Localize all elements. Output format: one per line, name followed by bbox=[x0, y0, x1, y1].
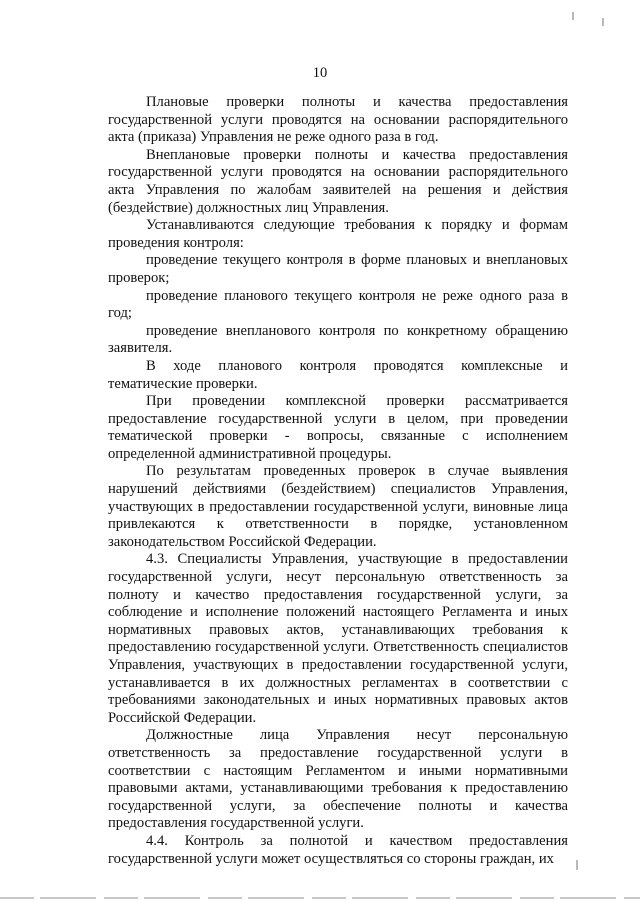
paragraph-violations: По результатам проведенных проверок в случае выявления нарушений действиями (бездействием) специалистов Управления, участвующих в предоставлении государственной услуги, виновные лица привлекаются к ответственности в порядке, установленном законодательством Российской Федерации. bbox=[108, 463, 568, 550]
bottom-scan-rule bbox=[0, 897, 640, 899]
paragraph-control-requirements: Устанавливаются следующие требования к порядку и формам проведения контроля: bbox=[108, 217, 568, 251]
paragraph-section-4-3: 4.3. Специалисты Управления, участвующие в предоставлении государственной услуги, несут персональную ответственность за полноту и качество предоставления государственной услуги, за соблюдение и исполнение положений настоящего Регламента и иных нормативных правовых актов, устанавливающих требования к предоставлению государственной услуги. Ответственность специалистов Управления, участвующих в предоставлении государственной услуги, устанавливается в их должностных регламентах в соответствии с требованиями законодательных и иных нормативных правовых актов Российской Федерации. bbox=[108, 551, 568, 726]
paragraph-unscheduled-control: проведение внепланового контроля по конкретному обращению заявителя. bbox=[108, 322, 568, 357]
paragraph-planned-frequency: проведение планового текущего контроля не реже одного раза в год; bbox=[108, 287, 568, 322]
paragraph-complex-thematic: В ходе планового контроля проводятся комплексные и тематические проверки. bbox=[108, 357, 568, 392]
page-number: 10 bbox=[312, 65, 328, 81]
paragraph-officials-responsibility: Должностные лица Управления несут персональную ответственность за предоставление государственной услуги в соответствии с настоящим Регламентом и иными нормативными правовыми актами, устанавливающими требования к предоставлению государственной услуги, за обеспечение полноты и качества предоставления государственной услуги. bbox=[108, 727, 568, 832]
paragraph-current-control: проведение текущего контроля в форме плановых и внеплановых проверок; bbox=[108, 252, 568, 286]
paragraph-section-4-4: 4.4. Контроль за полнотой и качеством предоставления государственной услуги может осуществляться со стороны граждан, их bbox=[108, 832, 568, 867]
scan-mark-bottom-right bbox=[576, 860, 578, 870]
paragraph-complex-check: При проведении комплексной проверки рассматривается предоставление государственной услуги в целом, при проведении тематической проверки - вопросы, связанные с исполнением определенной административной процедуры. bbox=[108, 393, 568, 462]
scan-mark-top-right-2 bbox=[602, 18, 604, 26]
scan-mark-top-right-1 bbox=[572, 12, 574, 20]
paragraph-planned-checks: Плановые проверки полноты и качества предоставления государственной услуги проводятся на основании распорядительного акта (приказа) Управления не реже одного раза в год. bbox=[108, 94, 568, 146]
paragraph-unscheduled-checks: Внеплановые проверки полноты и качества предоставления государственной услуги проводятся на основании распорядительного акта Управления по жалобам заявителей на решения и действия (бездействие) должностных лиц Управления. bbox=[108, 146, 568, 216]
document-text bbox=[108, 94, 568, 868]
